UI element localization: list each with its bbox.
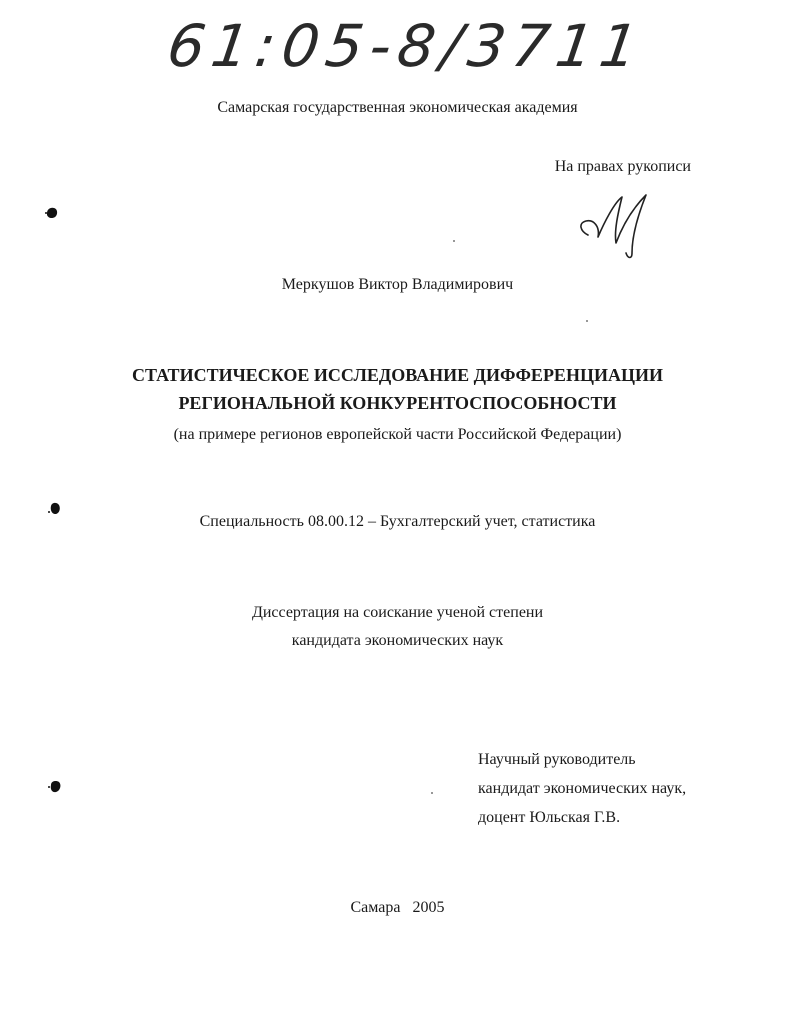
punch-hole-mark — [47, 500, 63, 516]
scan-speck — [586, 320, 588, 322]
institution-name: Самарская государственная экономическая академия — [217, 99, 578, 116]
title-line-2: РЕГИОНАЛЬНОЙ КОНКУРЕНТОСПОСОБНОСТИ — [178, 393, 617, 413]
scan-speck — [431, 792, 433, 794]
advisor-name: доцент Юльская Г.В. — [478, 809, 621, 826]
specialty-line: Специальность 08.00.12 – Бухгалтерский учет, статистика — [199, 513, 596, 530]
punch-hole-mark — [44, 205, 60, 221]
title-subtitle: (на примере регионов европейской части Российской Федерации) — [173, 426, 622, 443]
title-line-1: СТАТИСТИЧЕСКОЕ ИССЛЕДОВАНИЕ ДИФФЕРЕНЦИАЦИИ — [132, 365, 663, 385]
scan-speck — [453, 240, 455, 242]
punch-hole-mark — [47, 778, 63, 794]
catalog-number: 61:05-8/3711 — [163, 12, 649, 80]
degree-line-2: кандидата экономических наук — [291, 632, 504, 649]
advisor-degree: кандидат экономических наук, — [478, 780, 687, 797]
degree-line-1: Диссертация на соискание ученой степени — [251, 604, 544, 621]
signature-mark — [574, 183, 664, 263]
author-name: Меркушов Виктор Владимирович — [281, 276, 514, 293]
rights-note: На правах рукописи — [554, 158, 691, 175]
city-year: Самара 2005 — [350, 899, 445, 916]
advisor-role: Научный руководитель — [478, 751, 636, 768]
